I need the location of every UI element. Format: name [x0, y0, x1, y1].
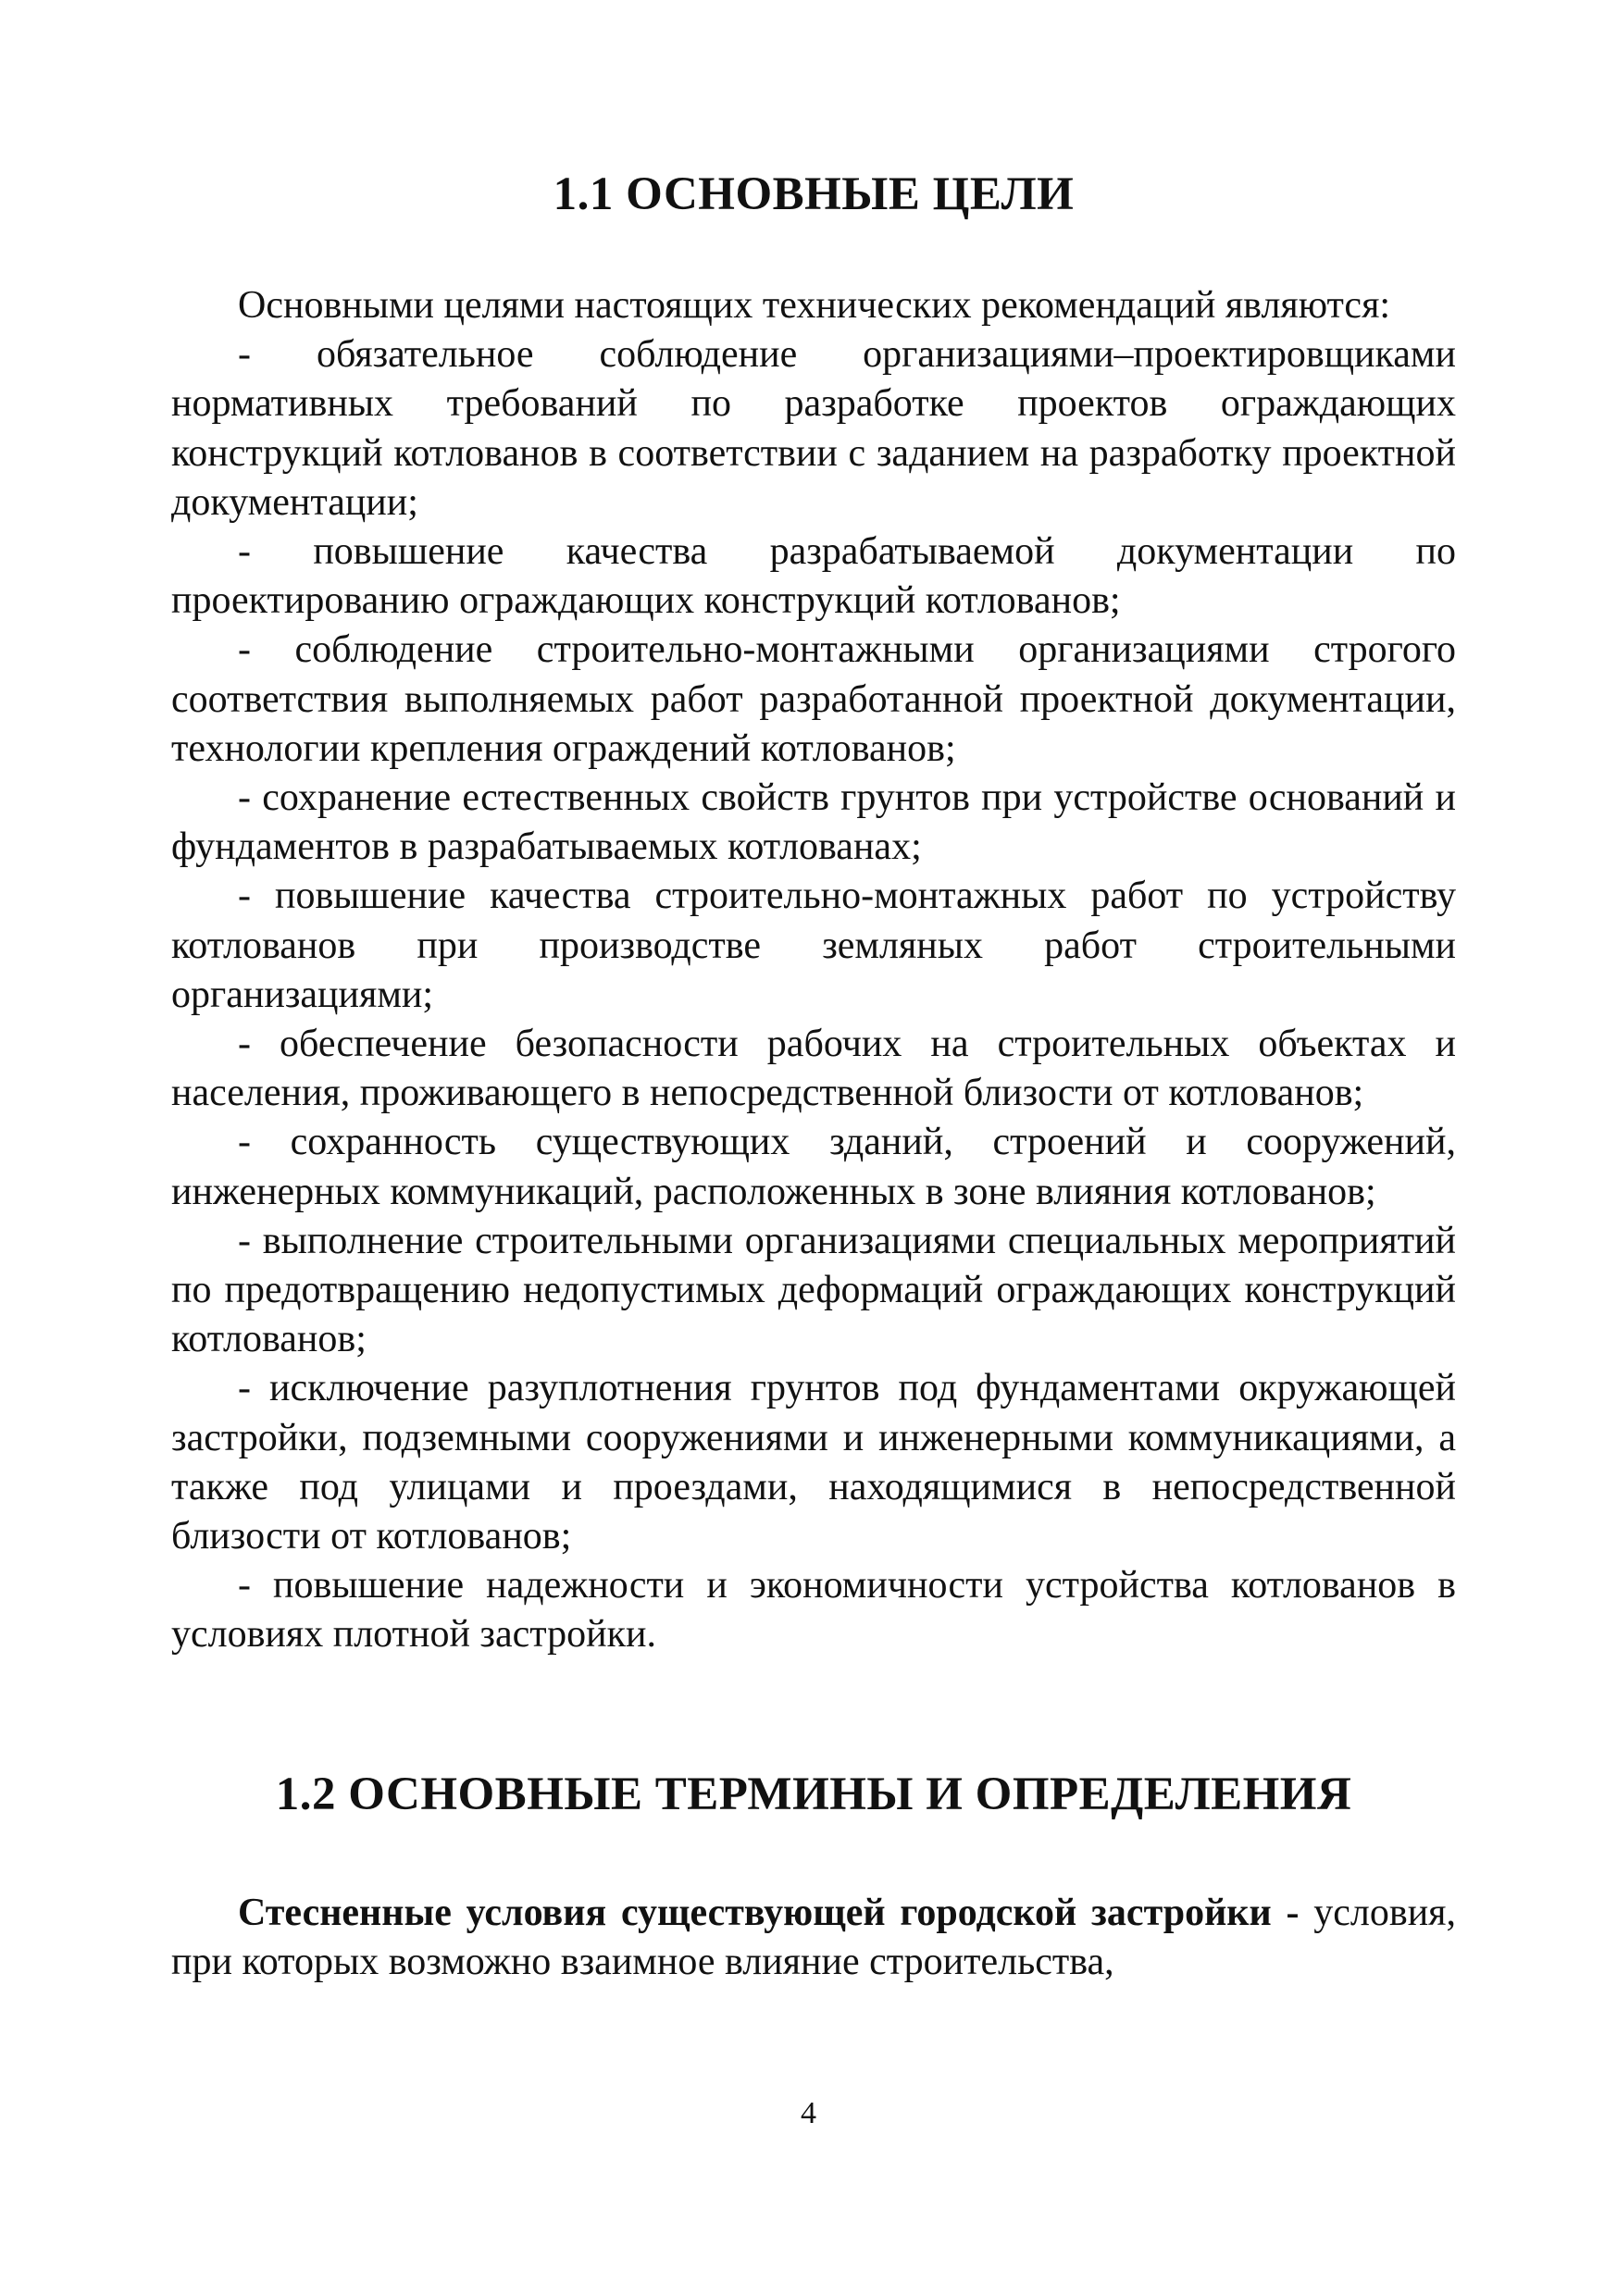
- list-item: - повышение качества строительно-монтажных работ по устройству котлованов при производстве земляных работ строительными организациями;: [171, 875, 1456, 1016]
- list-item: - повышение надежности и экономичности устройства котлованов в условиях плотной застройки.: [171, 1564, 1456, 1657]
- section-title: 1.1 ОСНОВНЫЕ ЦЕЛИ: [553, 168, 1075, 220]
- term-definition-paragraph: [171, 1889, 1456, 1987]
- list-item: - соблюдение строительно-монтажными организациями строгого соответствия выполняемых работ разработанной проектной документации, технологии крепления ограждений котлованов;: [171, 628, 1456, 770]
- list-item: - обеспечение безопасности рабочих на строительных объектах и населения, проживающего в непосредственной близости от котлованов;: [171, 1023, 1456, 1115]
- list-item: - сохранность существующих зданий, строений и сооружений, инженерных коммуникаций, расположенных в зоне влияния котлованов;: [171, 1121, 1456, 1213]
- section-terms-definitions: [171, 1765, 1456, 1987]
- document-page: [171, 165, 1456, 1987]
- page-number: 4: [801, 2096, 816, 2130]
- list-item: - обязательное соблюдение организациями–проектировщиками нормативных требований по разработке проектов ограждающих конструкций котлованов в соответствии с заданием на разработку проектной документации;: [171, 333, 1456, 524]
- term-name: Стесненные условия существующей городской застройки -: [238, 1891, 1300, 1934]
- term-definition: условия, при которых возможно взаимное влияние строительства,: [171, 1891, 1456, 1983]
- intro-paragraph: Основными целями настоящих технических рекомендаций являются:: [238, 284, 1391, 327]
- list-item: - сохранение естественных свойств грунтов при устройстве оснований и фундаментов в разрабатываемых котлованах;: [171, 776, 1456, 869]
- list-item: - выполнение строительными организациями специальных мероприятий по предотвращению недопустимых деформаций ограждающих конструкций котлованов;: [171, 1219, 1456, 1361]
- section-title: 1.2 ОСНОВНЫЕ ТЕРМИНЫ И ОПРЕДЕЛЕНИЯ: [275, 1768, 1352, 1820]
- section-main-goals: [171, 165, 1456, 1660]
- list-item: - исключение разуплотнения грунтов под фундаментами окружающей застройки, подземными сооружениями и инженерными коммуникациями, а также под улицами и проездами, находящимися в непосредственной близости от котлованов;: [171, 1367, 1456, 1558]
- list-item: - повышение качества разрабатываемой документации по проектированию ограждающих конструкций котлованов;: [171, 530, 1456, 623]
